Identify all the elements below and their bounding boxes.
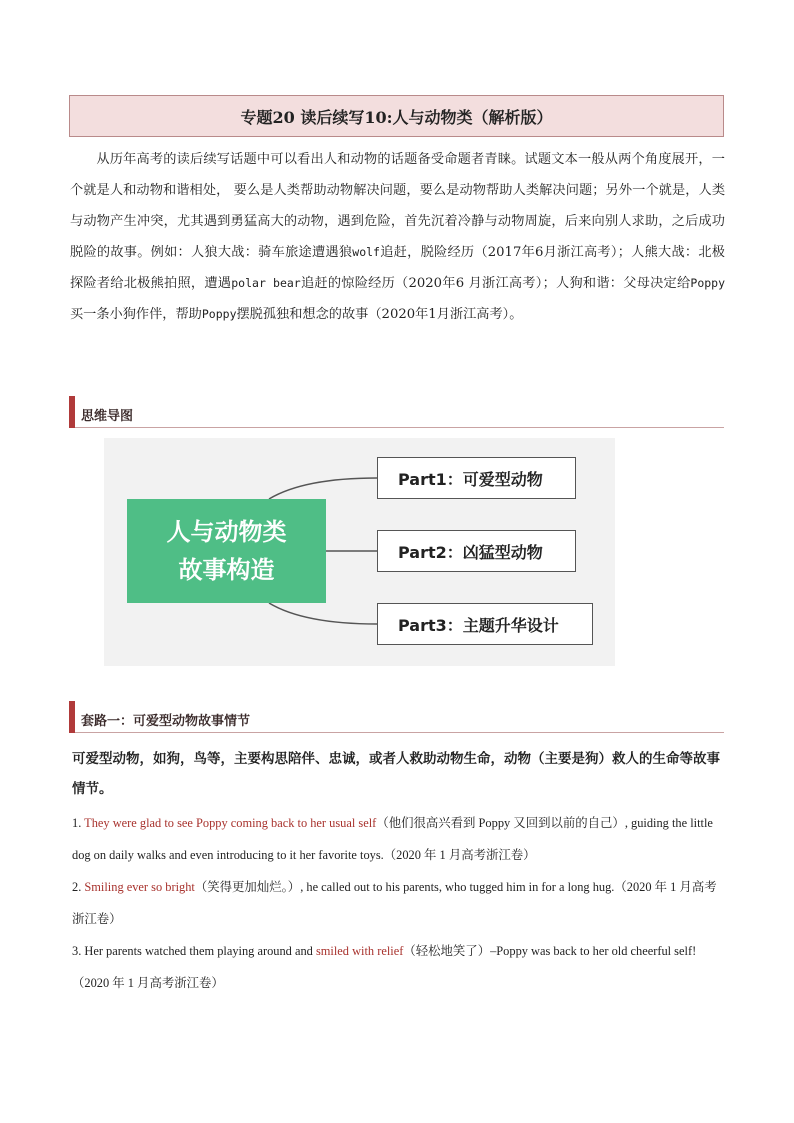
example-text: （轻松地笑了）–Poppy was back to her old cheerful self!（2020 年 1 月高考浙江卷） (72, 944, 697, 990)
intro-text-4: 买一条小狗作伴，帮助 (70, 307, 202, 322)
intro-text-3: 追赶的惊险经历（2020年6 月浙江高考）；人狗和谐：父母决定给 (300, 276, 691, 291)
connector-part3 (269, 603, 377, 624)
example-highlight: They were glad to see Poppy coming back to her usual self (84, 816, 377, 830)
example-number: 1. (72, 816, 85, 830)
document-title (69, 95, 724, 137)
section-title: 套路一：可爱型动物故事情节 (81, 714, 251, 729)
example-1 (72, 807, 727, 871)
example-number: 2. (72, 880, 85, 894)
center-node-line1: 人与动物类 (166, 518, 287, 546)
mind-map-center-node (127, 499, 326, 603)
part3-label: Part3：主题升华设计 (398, 615, 559, 635)
example-3 (72, 935, 727, 999)
mind-map-node-part3 (377, 603, 593, 645)
example-highlight: smiled with relief (315, 944, 404, 958)
example-text-pre: 3. Her parents watched them playing around and (72, 944, 316, 958)
example-highlight: Smiling ever so bright (84, 880, 195, 894)
document-title-text: 专题20 读后续写10:人与动物类（解析版） (240, 107, 553, 127)
section-marker (69, 396, 75, 428)
intro-text-1: 从历年高考的读后续写话题中可以看出人和动物的话题备受命题者青睐。试题文本一般从两个角度展开，一个就是人和动物和谐相处， 要么是人类帮助动物解决问题，要么是动物帮助人类解决问题；另外一个就是，人类与动物产生冲突，尤其遇到勇猛高大的动物，遇到危险，首先沉着冷静与动物周旋，后来向别人求助，之后成功脱险的故事。例如：人狼大战：骑车旅途遭遇狼 (70, 152, 725, 260)
example-2 (72, 871, 727, 935)
mind-map-node-part2 (377, 530, 576, 572)
lead-paragraph: 可爱型动物，如狗，鸟等，主要构思陪伴、忠诚，或者人救助动物生命，动物（主要是狗）救人的生命等故事情节。 (72, 751, 720, 797)
part1-label: Part1：可爱型动物 (398, 469, 543, 489)
intro-term-poppy: Poppy (690, 276, 726, 290)
intro-term-polar-bear: polar bear (231, 276, 301, 290)
section-header-mindmap (69, 396, 724, 428)
mind-map (104, 438, 615, 666)
mind-map-node-part1 (377, 457, 576, 499)
example-text: （他们很高兴看到 Poppy 又回到以前的自己）, guiding the little dog on daily walks and even introducing to it her favorite toys.（2020 年 1 月高考浙江卷） (72, 816, 713, 862)
example-text: （笑得更加灿烂。）, he called out to his parents, who tugged him in for a long hug.（2020 年 1 月高考浙江卷） (72, 880, 717, 926)
center-node-line2: 故事构造 (178, 556, 275, 584)
section-header-routine1 (69, 701, 724, 733)
connector-part1 (269, 478, 377, 499)
intro-term-poppy-2: Poppy (201, 307, 237, 321)
section-title: 思维导图 (81, 409, 134, 424)
intro-term-wolf: wolf (352, 245, 380, 259)
intro-text-2: 追赶，脱险经历（2017年6月浙江高考）；人熊大战：北极探险者给北极熊拍照，遭遇 (70, 245, 725, 291)
part2-label: Part2：凶猛型动物 (398, 542, 543, 562)
section-marker (69, 701, 75, 733)
intro-paragraph (70, 144, 725, 330)
intro-text-5: 摆脱孤独和想念的故事（2020年1月浙江高考）。 (236, 307, 523, 322)
